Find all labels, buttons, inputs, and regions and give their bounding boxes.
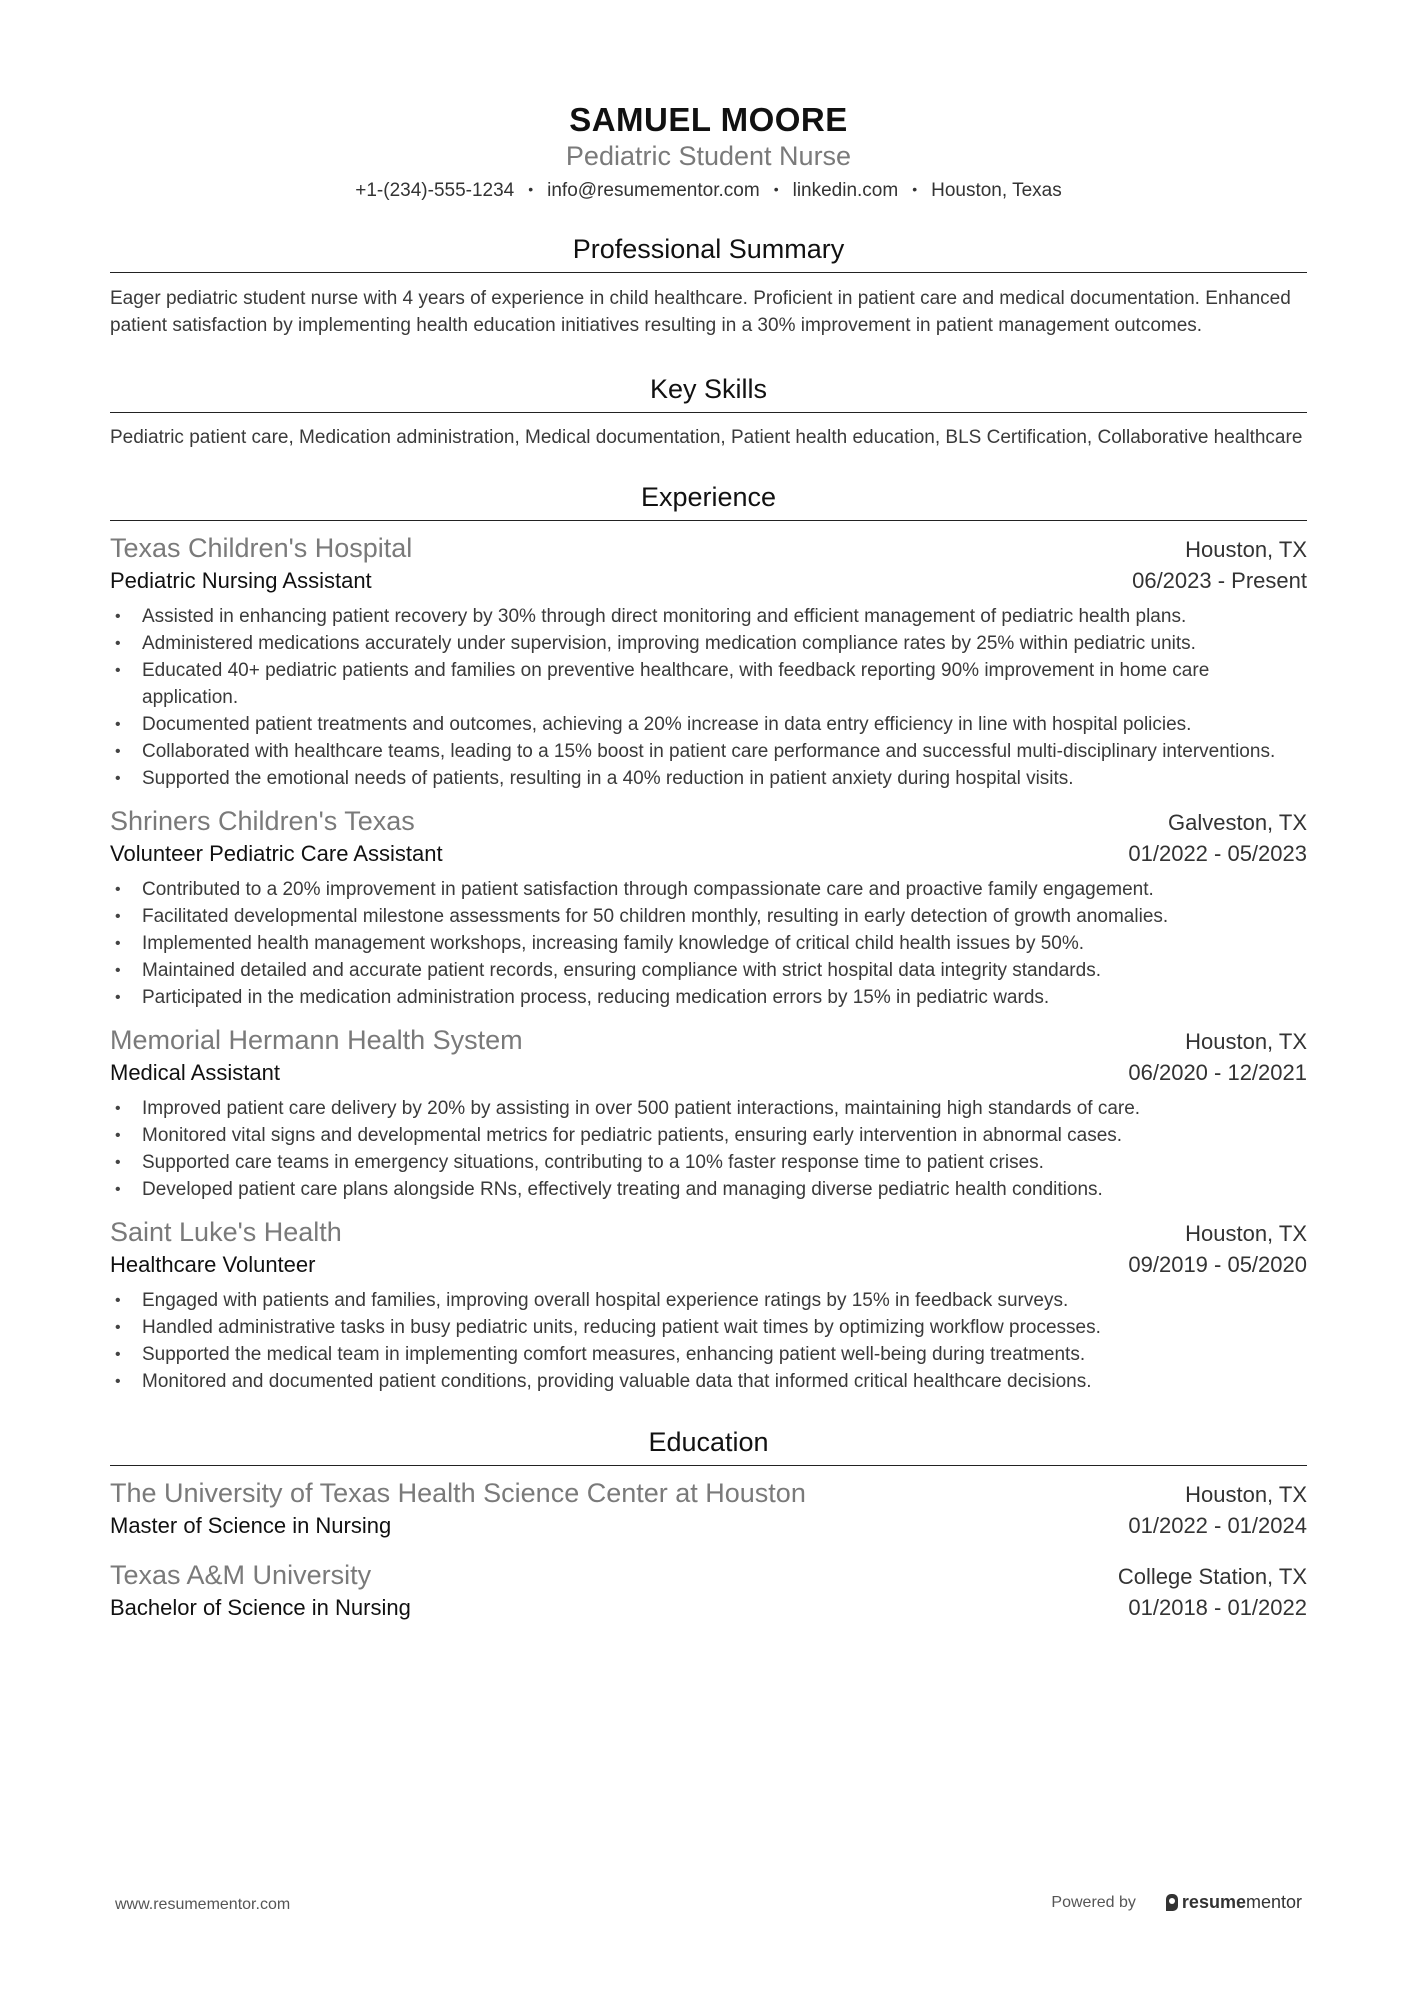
job-dates: 06/2020 - 12/2021 xyxy=(1128,1060,1307,1085)
job-role: Pediatric Nursing Assistant xyxy=(110,568,372,593)
job-entry xyxy=(110,1023,1307,1203)
job-bullet: • Developed patient care plans alongside RNs, effectively treating and managing diverse pediatric health conditions. xyxy=(110,1176,1307,1203)
separator: • xyxy=(912,181,918,197)
job-role: Volunteer Pediatric Care Assistant xyxy=(110,841,443,866)
school-dates: 01/2022 - 01/2024 xyxy=(1128,1513,1307,1538)
candidate-name: SAMUEL MOORE xyxy=(569,101,848,138)
job-bullets xyxy=(110,1095,1307,1203)
section-heading: Experience xyxy=(110,480,1307,521)
school-entry xyxy=(110,1476,1307,1542)
job-location: Galveston, TX xyxy=(1168,810,1307,835)
job-bullet: • Participated in the medication administration process, reducing medication errors by 15% in pediatric wards. xyxy=(110,984,1307,1011)
job-bullet: • Monitored vital signs and developmental metrics for pediatric patients, ensuring early intervention in abnormal cases. xyxy=(110,1122,1307,1149)
job-location: Houston, TX xyxy=(1185,537,1307,562)
job-dates: 09/2019 - 05/2020 xyxy=(1128,1252,1307,1277)
job-org-row xyxy=(110,1023,1307,1057)
job-bullet: • Documented patient treatments and outcomes, achieving a 20% increase in data entry efficiency in line with hospital policies. xyxy=(110,711,1307,738)
job-bullets xyxy=(110,1287,1307,1395)
school-org-row xyxy=(110,1558,1307,1592)
job-bullet: • Administered medications accurately under supervision, improving medication compliance rates by 25% within pediatric units. xyxy=(110,630,1307,657)
job-role-row xyxy=(110,1249,1307,1281)
job-org-row xyxy=(110,804,1307,838)
job-bullet: • Handled administrative tasks in busy pediatric units, reducing patient wait times by optimizing workflow processes. xyxy=(110,1314,1307,1341)
section-heading: Key Skills xyxy=(110,372,1307,413)
footer-website[interactable]: www.resumementor.com xyxy=(115,1896,291,1913)
school-degree-row xyxy=(110,1592,1307,1624)
job-entry xyxy=(110,804,1307,1011)
experience-section xyxy=(110,480,1307,1395)
separator: • xyxy=(528,181,534,197)
job-org: Shriners Children's Texas xyxy=(110,806,415,836)
summary-section xyxy=(110,232,1307,339)
job-bullet: • Assisted in enhancing patient recovery by 30% through direct monitoring and efficient management of pediatric health plans. xyxy=(110,603,1307,630)
job-role: Medical Assistant xyxy=(110,1060,280,1085)
school-location: College Station, TX xyxy=(1117,1564,1307,1589)
email-link[interactable]: info@resumementor.com xyxy=(547,180,760,201)
schools-list xyxy=(110,1476,1307,1624)
job-org-row xyxy=(110,531,1307,565)
job-org: Memorial Hermann Health System xyxy=(110,1025,523,1055)
job-bullet: • Supported care teams in emergency situations, contributing to a 10% faster response time to patient crises. xyxy=(110,1149,1307,1176)
school-name: The University of Texas Health Science Center at Houston xyxy=(110,1478,806,1508)
school-dates: 01/2018 - 01/2022 xyxy=(1128,1595,1307,1620)
resume-header xyxy=(110,100,1307,204)
job-bullets xyxy=(110,876,1307,1011)
job-bullet: • Supported the emotional needs of patients, resulting in a 40% reduction in patient anxiety during hospital visits. xyxy=(110,765,1307,792)
powered-by-label: Powered by xyxy=(1051,1893,1136,1911)
brand-logo[interactable] xyxy=(1166,1892,1302,1913)
job-bullet: • Collaborated with healthcare teams, leading to a 15% boost in patient care performance and successful multi-disciplinary interventions. xyxy=(110,738,1307,765)
job-bullet: • Implemented health management workshops, increasing family knowledge of critical child health issues by 50%. xyxy=(110,930,1307,957)
job-bullets xyxy=(110,603,1307,792)
job-bullet: • Maintained detailed and accurate patient records, ensuring compliance with strict hospital data integrity standards. xyxy=(110,957,1307,984)
jobs-list xyxy=(110,531,1307,1395)
job-bullet: • Contributed to a 20% improvement in patient satisfaction through compassionate care and proactive family engagement. xyxy=(110,876,1307,903)
job-org-row xyxy=(110,1215,1307,1249)
job-role: Healthcare Volunteer xyxy=(110,1252,316,1277)
job-role-row xyxy=(110,565,1307,597)
job-dates: 01/2022 - 05/2023 xyxy=(1128,841,1307,866)
resume-page xyxy=(110,100,1307,1624)
school-degree-row xyxy=(110,1510,1307,1542)
job-dates: 06/2023 - Present xyxy=(1132,568,1307,593)
section-heading: Professional Summary xyxy=(110,232,1307,273)
job-location: Houston, TX xyxy=(1185,1029,1307,1054)
job-entry xyxy=(110,1215,1307,1395)
education-section xyxy=(110,1425,1307,1624)
school-name: Texas A&M University xyxy=(110,1560,372,1590)
job-entry xyxy=(110,531,1307,792)
job-org: Texas Children's Hospital xyxy=(110,533,413,563)
school-degree: Master of Science in Nursing xyxy=(110,1513,392,1538)
job-bullet: • Monitored and documented patient conditions, providing valuable data that informed critical healthcare decisions. xyxy=(110,1368,1307,1395)
resumementor-logo-icon xyxy=(1166,1894,1178,1911)
brand-part2: mentor xyxy=(1245,1892,1302,1912)
school-location: Houston, TX xyxy=(1185,1482,1307,1507)
school-degree: Bachelor of Science in Nursing xyxy=(110,1595,411,1620)
school-entry xyxy=(110,1558,1307,1624)
skills-section xyxy=(110,372,1307,450)
summary-text: Eager pediatric student nurse with 4 years of experience in child healthcare. Proficient in patient care and medical documentation. Enhanced patient satisfaction by implementing health education initiatives resulting in a 30% improvement in patient management outcomes. xyxy=(110,288,1291,336)
phone: +1-(234)-555-1234 xyxy=(355,180,515,201)
job-role-row xyxy=(110,838,1307,870)
contact-line xyxy=(110,178,1307,204)
brand-part1: resume xyxy=(1181,1892,1246,1912)
footer-branding xyxy=(1051,1892,1302,1913)
job-bullet: • Engaged with patients and families, improving overall hospital experience ratings by 15% in feedback surveys. xyxy=(110,1287,1307,1314)
job-location: Houston, TX xyxy=(1185,1221,1307,1246)
section-heading: Education xyxy=(110,1425,1307,1466)
linkedin-link[interactable]: linkedin.com xyxy=(792,180,899,201)
job-bullet: • Supported the medical team in implementing comfort measures, enhancing patient well-being during treatments. xyxy=(110,1341,1307,1368)
job-bullet: • Educated 40+ pediatric patients and families on preventive healthcare, with feedback reporting 90% improvement in home care application. xyxy=(110,657,1307,711)
candidate-title: Pediatric Student Nurse xyxy=(565,141,852,171)
location: Houston, Texas xyxy=(931,180,1062,201)
school-org-row xyxy=(110,1476,1307,1510)
skills-text: Pediatric patient care, Medication administration, Medical documentation, Patient health education, BLS Certification, Collaborative healthcare xyxy=(110,427,1303,448)
job-bullet: • Improved patient care delivery by 20% by assisting in over 500 patient interactions, maintaining high standards of care. xyxy=(110,1095,1307,1122)
separator: • xyxy=(773,181,779,197)
job-bullet: • Facilitated developmental milestone assessments for 50 children monthly, resulting in early detection of growth anomalies. xyxy=(110,903,1307,930)
job-org: Saint Luke's Health xyxy=(110,1217,342,1247)
job-role-row xyxy=(110,1057,1307,1089)
